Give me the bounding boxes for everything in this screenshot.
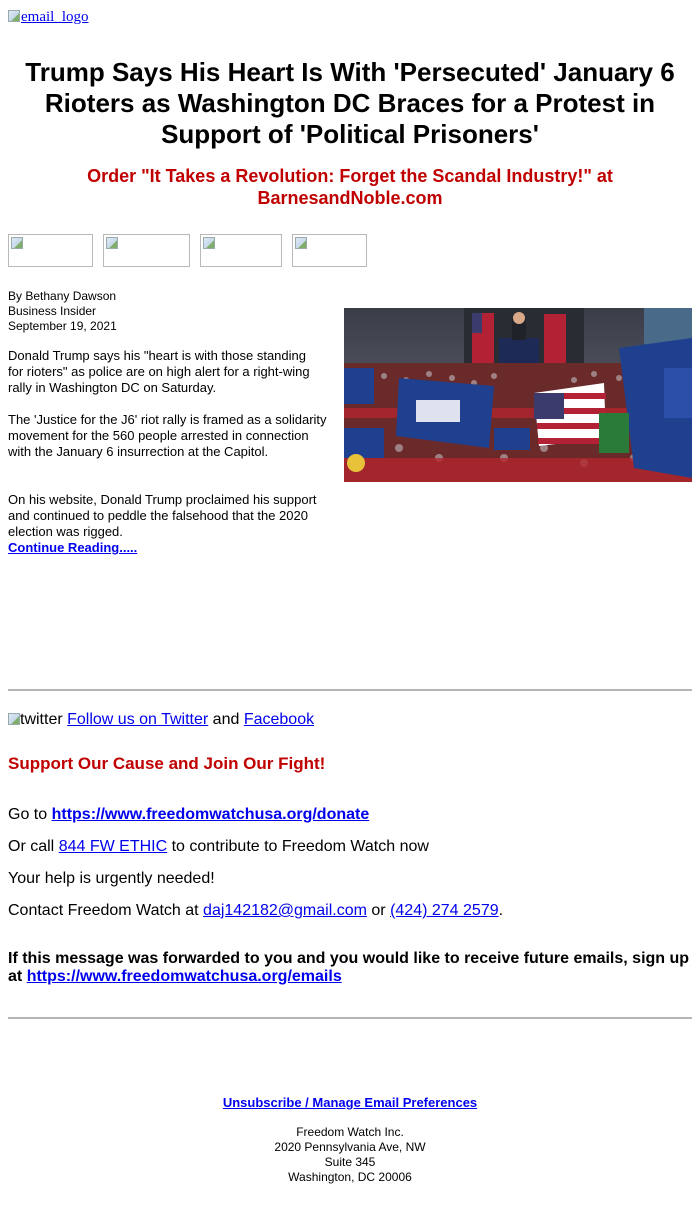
promo-image-3[interactable] [200, 234, 282, 267]
footer-org: Freedom Watch Inc. [296, 1125, 404, 1139]
broken-image-icon [106, 237, 118, 249]
order-line-2: BarnesandNoble.com [257, 188, 443, 208]
order-line-1: Order "It Takes a Revolution: Forget the Scandal Industry!" at [87, 166, 613, 186]
footer-city: Washington, DC 20006 [288, 1170, 412, 1184]
signup-link[interactable]: https://www.freedomwatchusa.org/emails [26, 968, 342, 985]
phone-ethic-link[interactable]: 844 FW ETHIC [58, 838, 168, 855]
donate-row [8, 805, 369, 825]
forward-notice [8, 950, 696, 986]
broken-image-icon [203, 237, 215, 249]
unsubscribe-row [0, 1095, 700, 1110]
footer-address [0, 1125, 700, 1185]
twitter-alt: twitter [20, 711, 63, 728]
unsubscribe-link[interactable]: Unsubscribe / Manage Email Preferences [222, 1095, 478, 1110]
divider [8, 689, 692, 691]
facebook-link[interactable]: Facebook [243, 711, 315, 728]
goto-text: Go to [8, 806, 48, 823]
contact-row [8, 901, 503, 921]
promo-image-2[interactable] [103, 234, 190, 267]
period: . [498, 902, 504, 919]
email-link[interactable]: daj142182@gmail.com [203, 902, 367, 919]
promo-image-4[interactable] [292, 234, 367, 267]
support-heading: Support Our Cause and Join Our Fight! [8, 754, 326, 773]
urgent-text: Your help is urgently needed! [8, 870, 215, 887]
social-row [8, 710, 314, 730]
contact-prefix: Contact Freedom Watch at [8, 902, 199, 919]
article-byline [8, 289, 117, 334]
donate-link[interactable]: https://www.freedomwatchusa.org/donate [51, 806, 370, 823]
call-prefix: Or call [8, 838, 55, 855]
footer-street: 2020 Pennsylvania Ave, NW [274, 1140, 426, 1154]
article-paragraph-3-text: On his website, Donald Trump proclaimed his support and continued to peddle the falsehood that the 2020 election was rigged. [8, 492, 317, 539]
broken-image-icon [295, 237, 307, 249]
article-author: By Bethany Dawson [8, 289, 117, 303]
rally-photo [344, 308, 692, 482]
and-text: and [212, 711, 240, 728]
twitter-icon[interactable] [8, 710, 63, 730]
broken-image-icon [11, 237, 23, 249]
phone-link[interactable]: (424) 274 2579 [390, 902, 499, 919]
call-suffix: to contribute to Freedom Watch now [171, 838, 429, 855]
continue-reading-link[interactable]: Continue Reading..... [8, 540, 138, 555]
or-text: or [371, 902, 386, 919]
promo-image-1[interactable] [8, 234, 93, 267]
email-logo-link[interactable] [8, 9, 89, 26]
email-logo-alt: email_logo [21, 9, 89, 25]
article-source: Business Insider [8, 304, 97, 318]
broken-image-icon [8, 10, 20, 22]
divider [8, 1017, 692, 1019]
follow-twitter-link[interactable]: Follow us on Twitter [67, 711, 209, 728]
page-title: Trump Says His Heart Is With 'Persecuted' January 6 Rioters as Washington DC Braces for a Protest in Support of 'Political Prisoners' [25, 57, 675, 149]
article-date: September 19, 2021 [8, 319, 117, 333]
footer-suite: Suite 345 [324, 1155, 376, 1169]
article-paragraph-1: Donald Trump says his "heart is with those standing for rioters" as police are on high alert for a right-wing rally in Washington DC on Saturday. [8, 348, 310, 395]
call-row [8, 837, 429, 857]
article-paragraph-3 [8, 492, 338, 540]
forward-text: If this message was forwarded to you and you would like to receive future emails, sign up at [8, 950, 690, 985]
order-book-promo [40, 165, 660, 209]
article-paragraph-2: The 'Justice for the J6' riot rally is framed as a solidarity movement for the 560 people arrested in connection with the January 6 insurrection at the Capitol. [8, 412, 327, 459]
